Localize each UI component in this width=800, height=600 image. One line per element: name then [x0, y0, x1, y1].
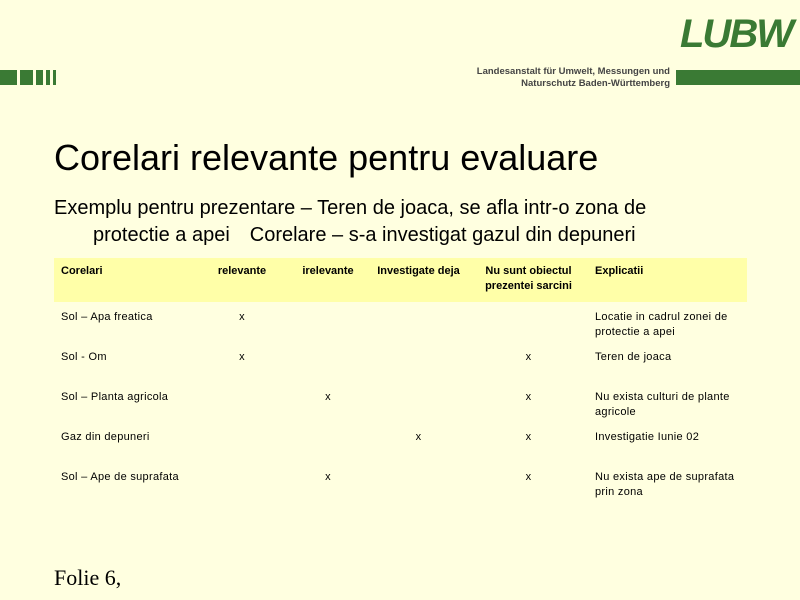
subtitle-line-2b: Corelare – s-a investigat gazul din depuneri: [249, 224, 636, 246]
organization-name: [420, 66, 670, 90]
table-cell: [285, 342, 371, 382]
header-cell: Investigate deja: [377, 265, 460, 277]
table-cell: Teren de joaca: [595, 351, 672, 363]
subtitle-line-2a: protectie a apei: [93, 224, 230, 246]
table-cell: Nu exista culturi de plante agricole: [595, 391, 730, 418]
table-cell: x: [239, 311, 245, 323]
table-cell: x: [525, 351, 532, 363]
slide-footer: Folie 6,: [54, 565, 122, 590]
table-cell: [371, 302, 466, 342]
table-row: [54, 382, 747, 422]
table-cell: Investigatie Iunie 02: [595, 431, 700, 443]
table-cell: [466, 302, 591, 342]
table-cell: [371, 462, 466, 502]
table-row: [54, 302, 747, 342]
table-row: [54, 342, 747, 382]
header-cell: Corelari: [61, 265, 103, 277]
header-cell: relevante: [217, 265, 267, 277]
slide-subtitle: [54, 195, 754, 249]
table-cell: x: [325, 471, 331, 483]
org-line-2: Naturschutz Baden-Württemberg: [521, 78, 670, 89]
table-cell: x: [525, 431, 532, 443]
table-cell: x: [525, 471, 532, 483]
table-cell: x: [525, 391, 532, 403]
subtitle-line-2: [54, 222, 754, 249]
table-cell: Sol – Planta agricola: [61, 391, 169, 403]
table-cell: [199, 462, 285, 502]
table-row: [54, 462, 747, 502]
org-line-1: Landesanstalt für Umwelt, Messungen und: [476, 66, 670, 77]
table-cell: Sol – Ape de suprafata: [61, 471, 179, 483]
subtitle-line-1: Exemplu pentru prezentare – Teren de joaca, se afla intr-o zona de: [54, 197, 647, 219]
table-cell: [371, 382, 466, 422]
header-cell: Explicatii: [595, 265, 644, 277]
table-cell: Gaz din depuneri: [61, 431, 150, 443]
table-cell: Nu exista ape de suprafata prin zona: [595, 471, 735, 498]
header-cell: Nu sunt obiectul prezentei sarcini: [485, 265, 572, 292]
table-cell: Locatie in cadrul zonei de protectie a apei: [595, 311, 728, 338]
table-cell: x: [239, 351, 245, 363]
table-cell: Sol - Om: [61, 351, 107, 363]
correlation-table: [54, 258, 747, 502]
table-cell: [199, 382, 285, 422]
table-cell: [285, 422, 371, 462]
table-header-row: [54, 258, 747, 302]
table-cell: x: [325, 391, 331, 403]
table-cell: [285, 302, 371, 342]
lubw-logo: LUBW: [680, 12, 792, 56]
table-row: [54, 422, 747, 462]
header-cell: irelevante: [302, 265, 354, 277]
table-cell: [371, 342, 466, 382]
table-cell: [199, 422, 285, 462]
slide-title: Corelari relevante pentru evaluare: [54, 137, 599, 178]
table-cell: x: [415, 431, 422, 443]
table-cell: Sol – Apa freatica: [61, 311, 153, 323]
